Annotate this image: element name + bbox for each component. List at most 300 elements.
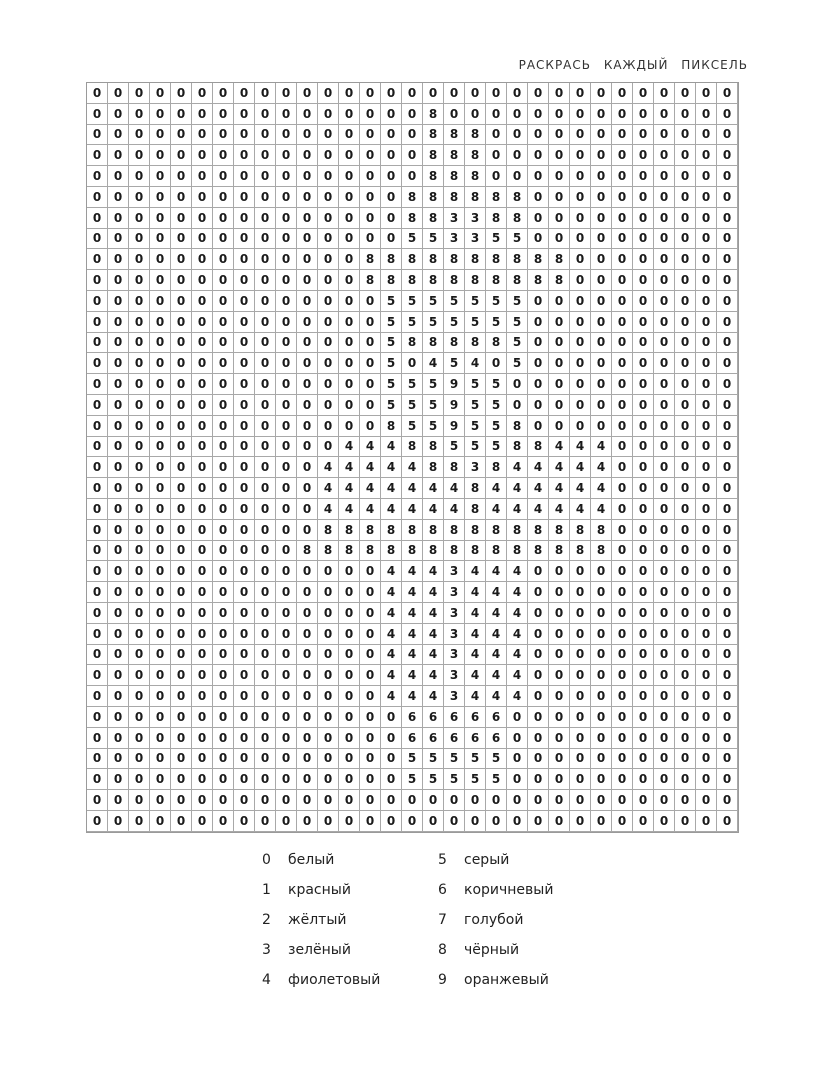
grid-cell: 8 bbox=[423, 541, 444, 562]
grid-cell: 0 bbox=[381, 83, 402, 104]
grid-cell: 0 bbox=[570, 312, 591, 333]
grid-cell: 0 bbox=[591, 333, 612, 354]
grid-cell: 8 bbox=[549, 270, 570, 291]
grid-cell: 4 bbox=[423, 645, 444, 666]
grid-cell: 0 bbox=[108, 416, 129, 437]
grid-cell: 4 bbox=[507, 624, 528, 645]
grid-cell: 0 bbox=[696, 749, 717, 770]
grid-cell: 0 bbox=[696, 229, 717, 250]
grid-cell: 6 bbox=[486, 728, 507, 749]
grid-cell: 0 bbox=[129, 749, 150, 770]
grid-cell: 0 bbox=[108, 624, 129, 645]
grid-cell: 4 bbox=[507, 499, 528, 520]
grid-cell: 0 bbox=[696, 582, 717, 603]
grid-cell: 4 bbox=[318, 457, 339, 478]
grid-cell: 0 bbox=[108, 561, 129, 582]
grid-cell: 0 bbox=[549, 749, 570, 770]
legend-color-name: зелёный bbox=[288, 942, 351, 958]
grid-cell: 0 bbox=[612, 374, 633, 395]
grid-cell: 0 bbox=[129, 312, 150, 333]
grid-cell: 8 bbox=[444, 249, 465, 270]
grid-cell: 8 bbox=[486, 541, 507, 562]
grid-cell: 4 bbox=[507, 457, 528, 478]
grid-cell: 5 bbox=[486, 312, 507, 333]
grid-cell: 5 bbox=[465, 291, 486, 312]
grid-cell: 0 bbox=[696, 790, 717, 811]
grid-cell: 5 bbox=[402, 291, 423, 312]
grid-cell: 0 bbox=[507, 166, 528, 187]
grid-cell: 0 bbox=[213, 145, 234, 166]
grid-cell: 0 bbox=[150, 665, 171, 686]
grid-cell: 8 bbox=[465, 520, 486, 541]
grid-cell: 3 bbox=[444, 624, 465, 645]
grid-cell: 0 bbox=[276, 125, 297, 146]
grid-cell: 0 bbox=[129, 291, 150, 312]
grid-cell: 6 bbox=[465, 707, 486, 728]
grid-cell: 0 bbox=[633, 686, 654, 707]
grid-cell: 0 bbox=[360, 312, 381, 333]
grid-cell: 0 bbox=[717, 83, 738, 104]
grid-cell: 0 bbox=[696, 499, 717, 520]
grid-cell: 0 bbox=[381, 749, 402, 770]
grid-cell: 0 bbox=[612, 520, 633, 541]
grid-cell: 0 bbox=[108, 645, 129, 666]
grid-cell: 0 bbox=[612, 811, 633, 832]
grid-cell: 0 bbox=[171, 478, 192, 499]
grid-cell: 0 bbox=[192, 769, 213, 790]
grid-cell: 0 bbox=[297, 395, 318, 416]
grid-cell: 0 bbox=[570, 790, 591, 811]
grid-cell: 0 bbox=[675, 145, 696, 166]
grid-cell: 0 bbox=[213, 270, 234, 291]
grid-cell: 0 bbox=[87, 249, 108, 270]
grid-cell: 0 bbox=[297, 291, 318, 312]
grid-cell: 0 bbox=[528, 83, 549, 104]
grid-cell: 0 bbox=[108, 395, 129, 416]
grid-cell: 0 bbox=[654, 769, 675, 790]
grid-cell: 0 bbox=[171, 728, 192, 749]
grid-cell: 0 bbox=[87, 541, 108, 562]
grid-cell: 0 bbox=[108, 769, 129, 790]
grid-cell: 0 bbox=[87, 707, 108, 728]
grid-cell: 3 bbox=[444, 603, 465, 624]
grid-cell: 0 bbox=[717, 125, 738, 146]
grid-cell: 0 bbox=[591, 416, 612, 437]
grid-cell: 0 bbox=[360, 645, 381, 666]
grid-cell: 6 bbox=[444, 707, 465, 728]
grid-cell: 0 bbox=[591, 270, 612, 291]
grid-cell: 0 bbox=[276, 478, 297, 499]
grid-cell: 0 bbox=[612, 790, 633, 811]
grid-cell: 0 bbox=[276, 520, 297, 541]
grid-cell: 0 bbox=[276, 749, 297, 770]
grid-cell: 0 bbox=[528, 665, 549, 686]
grid-cell: 0 bbox=[675, 686, 696, 707]
grid-cell: 0 bbox=[234, 769, 255, 790]
grid-cell: 4 bbox=[360, 457, 381, 478]
grid-cell: 0 bbox=[339, 790, 360, 811]
grid-cell: 5 bbox=[507, 312, 528, 333]
grid-cell: 3 bbox=[465, 208, 486, 229]
grid-cell: 0 bbox=[234, 478, 255, 499]
grid-cell: 0 bbox=[87, 645, 108, 666]
grid-cell: 0 bbox=[528, 229, 549, 250]
grid-cell: 0 bbox=[591, 166, 612, 187]
grid-cell: 8 bbox=[360, 270, 381, 291]
grid-cell: 0 bbox=[297, 749, 318, 770]
grid-cell: 0 bbox=[423, 790, 444, 811]
grid-cell: 0 bbox=[276, 541, 297, 562]
grid-cell: 0 bbox=[192, 208, 213, 229]
grid-cell: 0 bbox=[339, 561, 360, 582]
grid-cell: 0 bbox=[255, 83, 276, 104]
grid-cell: 0 bbox=[213, 312, 234, 333]
grid-cell: 0 bbox=[87, 416, 108, 437]
grid-cell: 9 bbox=[444, 416, 465, 437]
grid-cell: 0 bbox=[549, 645, 570, 666]
grid-cell: 0 bbox=[171, 270, 192, 291]
grid-cell: 0 bbox=[507, 707, 528, 728]
grid-cell: 0 bbox=[612, 270, 633, 291]
grid-cell: 0 bbox=[339, 416, 360, 437]
grid-cell: 0 bbox=[108, 312, 129, 333]
grid-cell: 0 bbox=[171, 249, 192, 270]
grid-cell: 0 bbox=[87, 478, 108, 499]
grid-cell: 0 bbox=[234, 437, 255, 458]
grid-cell: 0 bbox=[318, 187, 339, 208]
grid-cell: 0 bbox=[129, 270, 150, 291]
grid-cell: 0 bbox=[213, 437, 234, 458]
grid-cell: 8 bbox=[381, 541, 402, 562]
grid-cell: 0 bbox=[318, 645, 339, 666]
grid-cell: 0 bbox=[108, 478, 129, 499]
grid-cell: 0 bbox=[108, 104, 129, 125]
grid-cell: 0 bbox=[591, 208, 612, 229]
grid-cell: 0 bbox=[234, 457, 255, 478]
grid-cell: 0 bbox=[549, 208, 570, 229]
grid-cell: 5 bbox=[381, 395, 402, 416]
grid-cell: 0 bbox=[87, 561, 108, 582]
grid-cell: 0 bbox=[276, 83, 297, 104]
grid-cell: 0 bbox=[192, 811, 213, 832]
grid-cell: 0 bbox=[234, 395, 255, 416]
grid-cell: 0 bbox=[381, 728, 402, 749]
grid-cell: 0 bbox=[612, 645, 633, 666]
grid-cell: 0 bbox=[486, 353, 507, 374]
grid-cell: 3 bbox=[465, 457, 486, 478]
grid-cell: 0 bbox=[654, 582, 675, 603]
grid-cell: 4 bbox=[591, 478, 612, 499]
grid-cell: 0 bbox=[339, 769, 360, 790]
grid-cell: 6 bbox=[465, 728, 486, 749]
grid-cell: 0 bbox=[633, 166, 654, 187]
grid-cell: 0 bbox=[339, 291, 360, 312]
grid-cell: 0 bbox=[612, 125, 633, 146]
grid-cell: 0 bbox=[570, 249, 591, 270]
grid-cell: 5 bbox=[381, 291, 402, 312]
grid-cell: 0 bbox=[360, 166, 381, 187]
grid-cell: 0 bbox=[507, 728, 528, 749]
grid-cell: 5 bbox=[381, 312, 402, 333]
grid-cell: 0 bbox=[465, 83, 486, 104]
grid-cell: 0 bbox=[150, 374, 171, 395]
grid-cell: 8 bbox=[360, 249, 381, 270]
grid-cell: 0 bbox=[465, 790, 486, 811]
grid-cell: 0 bbox=[192, 83, 213, 104]
grid-cell: 8 bbox=[444, 125, 465, 146]
grid-cell: 0 bbox=[717, 145, 738, 166]
legend-number: 2 bbox=[262, 912, 271, 928]
grid-cell: 0 bbox=[675, 208, 696, 229]
grid-cell: 0 bbox=[591, 645, 612, 666]
grid-cell: 0 bbox=[276, 686, 297, 707]
grid-cell: 0 bbox=[213, 125, 234, 146]
grid-cell: 0 bbox=[276, 208, 297, 229]
grid-cell: 0 bbox=[549, 769, 570, 790]
grid-cell: 0 bbox=[360, 582, 381, 603]
grid-cell: 0 bbox=[654, 790, 675, 811]
grid-cell: 0 bbox=[528, 707, 549, 728]
grid-cell: 5 bbox=[402, 749, 423, 770]
grid-cell: 5 bbox=[486, 291, 507, 312]
grid-cell: 0 bbox=[654, 728, 675, 749]
grid-cell: 0 bbox=[717, 291, 738, 312]
grid-cell: 0 bbox=[150, 749, 171, 770]
grid-cell: 0 bbox=[318, 665, 339, 686]
grid-cell: 0 bbox=[213, 541, 234, 562]
grid-cell: 0 bbox=[87, 437, 108, 458]
grid-cell: 0 bbox=[612, 478, 633, 499]
grid-cell: 0 bbox=[633, 353, 654, 374]
grid-cell: 0 bbox=[591, 769, 612, 790]
grid-cell: 0 bbox=[255, 437, 276, 458]
grid-cell: 0 bbox=[612, 499, 633, 520]
grid-cell: 0 bbox=[549, 291, 570, 312]
grid-cell: 0 bbox=[654, 478, 675, 499]
pixel-grid bbox=[86, 82, 739, 833]
grid-cell: 0 bbox=[717, 457, 738, 478]
grid-cell: 0 bbox=[297, 811, 318, 832]
grid-cell: 0 bbox=[570, 728, 591, 749]
grid-cell: 0 bbox=[318, 707, 339, 728]
grid-cell: 4 bbox=[381, 603, 402, 624]
grid-cell: 0 bbox=[381, 125, 402, 146]
grid-cell: 0 bbox=[213, 249, 234, 270]
grid-cell: 0 bbox=[129, 728, 150, 749]
grid-cell: 0 bbox=[150, 499, 171, 520]
grid-cell: 4 bbox=[423, 686, 444, 707]
grid-cell: 0 bbox=[570, 811, 591, 832]
grid-cell: 0 bbox=[234, 561, 255, 582]
legend-number: 4 bbox=[262, 972, 271, 988]
grid-cell: 0 bbox=[255, 166, 276, 187]
grid-cell: 0 bbox=[633, 437, 654, 458]
grid-cell: 0 bbox=[129, 603, 150, 624]
grid-cell: 0 bbox=[549, 707, 570, 728]
grid-cell: 0 bbox=[297, 145, 318, 166]
legend-color-name: белый bbox=[288, 852, 335, 868]
grid-cell: 0 bbox=[255, 541, 276, 562]
grid-cell: 0 bbox=[444, 790, 465, 811]
grid-cell: 0 bbox=[171, 686, 192, 707]
grid-cell: 0 bbox=[276, 291, 297, 312]
grid-cell: 0 bbox=[339, 603, 360, 624]
grid-cell: 0 bbox=[612, 416, 633, 437]
grid-cell: 4 bbox=[486, 603, 507, 624]
grid-cell: 0 bbox=[297, 416, 318, 437]
grid-cell: 0 bbox=[192, 291, 213, 312]
grid-cell: 0 bbox=[507, 790, 528, 811]
grid-cell: 0 bbox=[528, 312, 549, 333]
grid-cell: 3 bbox=[444, 645, 465, 666]
grid-cell: 8 bbox=[528, 520, 549, 541]
grid-cell: 0 bbox=[633, 811, 654, 832]
grid-cell: 0 bbox=[591, 665, 612, 686]
grid-cell: 0 bbox=[360, 333, 381, 354]
grid-cell: 5 bbox=[402, 312, 423, 333]
grid-cell: 5 bbox=[486, 229, 507, 250]
grid-cell: 0 bbox=[171, 437, 192, 458]
grid-cell: 8 bbox=[486, 249, 507, 270]
grid-cell: 4 bbox=[465, 645, 486, 666]
grid-cell: 0 bbox=[612, 104, 633, 125]
grid-cell: 0 bbox=[381, 229, 402, 250]
grid-cell: 0 bbox=[675, 728, 696, 749]
grid-cell: 4 bbox=[549, 457, 570, 478]
grid-cell: 8 bbox=[465, 145, 486, 166]
grid-cell: 0 bbox=[717, 624, 738, 645]
grid-cell: 4 bbox=[465, 353, 486, 374]
grid-cell: 0 bbox=[654, 166, 675, 187]
grid-cell: 0 bbox=[171, 229, 192, 250]
grid-cell: 0 bbox=[528, 645, 549, 666]
grid-cell: 0 bbox=[129, 374, 150, 395]
grid-cell: 0 bbox=[255, 312, 276, 333]
grid-cell: 0 bbox=[528, 624, 549, 645]
grid-cell: 0 bbox=[108, 707, 129, 728]
grid-cell: 0 bbox=[129, 187, 150, 208]
grid-cell: 4 bbox=[339, 457, 360, 478]
grid-cell: 0 bbox=[339, 665, 360, 686]
grid-cell: 0 bbox=[171, 187, 192, 208]
grid-cell: 8 bbox=[486, 270, 507, 291]
grid-cell: 8 bbox=[423, 125, 444, 146]
grid-cell: 4 bbox=[339, 437, 360, 458]
grid-cell: 0 bbox=[633, 582, 654, 603]
grid-cell: 0 bbox=[339, 166, 360, 187]
grid-cell: 0 bbox=[192, 457, 213, 478]
grid-cell: 5 bbox=[486, 437, 507, 458]
grid-cell: 0 bbox=[444, 83, 465, 104]
grid-cell: 0 bbox=[675, 749, 696, 770]
grid-cell: 0 bbox=[297, 645, 318, 666]
grid-cell: 0 bbox=[591, 83, 612, 104]
grid-cell: 0 bbox=[654, 645, 675, 666]
grid-cell: 0 bbox=[318, 104, 339, 125]
grid-cell: 0 bbox=[402, 790, 423, 811]
grid-cell: 0 bbox=[234, 333, 255, 354]
grid-cell: 0 bbox=[318, 166, 339, 187]
grid-cell: 3 bbox=[444, 582, 465, 603]
legend-color-name: голубой bbox=[464, 912, 524, 928]
grid-cell: 0 bbox=[528, 333, 549, 354]
grid-cell: 0 bbox=[255, 416, 276, 437]
grid-cell: 8 bbox=[402, 208, 423, 229]
grid-cell: 0 bbox=[612, 728, 633, 749]
grid-cell: 5 bbox=[465, 395, 486, 416]
grid-cell: 0 bbox=[255, 707, 276, 728]
grid-cell: 0 bbox=[633, 83, 654, 104]
grid-cell: 0 bbox=[234, 353, 255, 374]
grid-cell: 0 bbox=[297, 249, 318, 270]
grid-cell: 8 bbox=[402, 333, 423, 354]
grid-cell: 0 bbox=[255, 208, 276, 229]
grid-cell: 0 bbox=[591, 291, 612, 312]
grid-cell: 0 bbox=[633, 125, 654, 146]
grid-cell: 0 bbox=[192, 707, 213, 728]
grid-cell: 8 bbox=[444, 270, 465, 291]
grid-cell: 4 bbox=[402, 665, 423, 686]
grid-cell: 0 bbox=[255, 145, 276, 166]
grid-cell: 0 bbox=[654, 437, 675, 458]
grid-cell: 8 bbox=[444, 333, 465, 354]
grid-cell: 0 bbox=[234, 125, 255, 146]
grid-cell: 0 bbox=[276, 166, 297, 187]
grid-cell: 0 bbox=[696, 416, 717, 437]
grid-cell: 0 bbox=[108, 749, 129, 770]
grid-cell: 4 bbox=[402, 457, 423, 478]
grid-cell: 4 bbox=[465, 561, 486, 582]
grid-cell: 6 bbox=[423, 707, 444, 728]
grid-cell: 0 bbox=[87, 728, 108, 749]
grid-cell: 0 bbox=[570, 686, 591, 707]
grid-cell: 0 bbox=[87, 499, 108, 520]
grid-cell: 8 bbox=[444, 520, 465, 541]
grid-cell: 0 bbox=[717, 645, 738, 666]
grid-cell: 0 bbox=[528, 686, 549, 707]
grid-cell: 8 bbox=[339, 541, 360, 562]
grid-cell: 4 bbox=[381, 624, 402, 645]
grid-cell: 0 bbox=[360, 749, 381, 770]
grid-cell: 0 bbox=[528, 790, 549, 811]
grid-cell: 0 bbox=[108, 665, 129, 686]
grid-cell: 0 bbox=[129, 125, 150, 146]
grid-cell: 0 bbox=[612, 208, 633, 229]
grid-cell: 0 bbox=[87, 104, 108, 125]
grid-cell: 4 bbox=[381, 665, 402, 686]
grid-cell: 0 bbox=[276, 374, 297, 395]
grid-cell: 9 bbox=[444, 374, 465, 395]
grid-cell: 4 bbox=[423, 561, 444, 582]
grid-cell: 0 bbox=[129, 769, 150, 790]
grid-cell: 0 bbox=[297, 728, 318, 749]
grid-cell: 0 bbox=[297, 707, 318, 728]
grid-cell: 0 bbox=[276, 312, 297, 333]
grid-cell: 0 bbox=[192, 790, 213, 811]
grid-cell: 0 bbox=[276, 187, 297, 208]
grid-cell: 0 bbox=[570, 353, 591, 374]
grid-cell: 0 bbox=[108, 728, 129, 749]
grid-cell: 0 bbox=[276, 561, 297, 582]
grid-cell: 5 bbox=[465, 749, 486, 770]
grid-cell: 0 bbox=[255, 353, 276, 374]
grid-cell: 0 bbox=[150, 353, 171, 374]
grid-cell: 5 bbox=[507, 291, 528, 312]
grid-cell: 0 bbox=[213, 374, 234, 395]
grid-cell: 0 bbox=[717, 707, 738, 728]
grid-cell: 0 bbox=[276, 416, 297, 437]
grid-cell: 0 bbox=[192, 333, 213, 354]
